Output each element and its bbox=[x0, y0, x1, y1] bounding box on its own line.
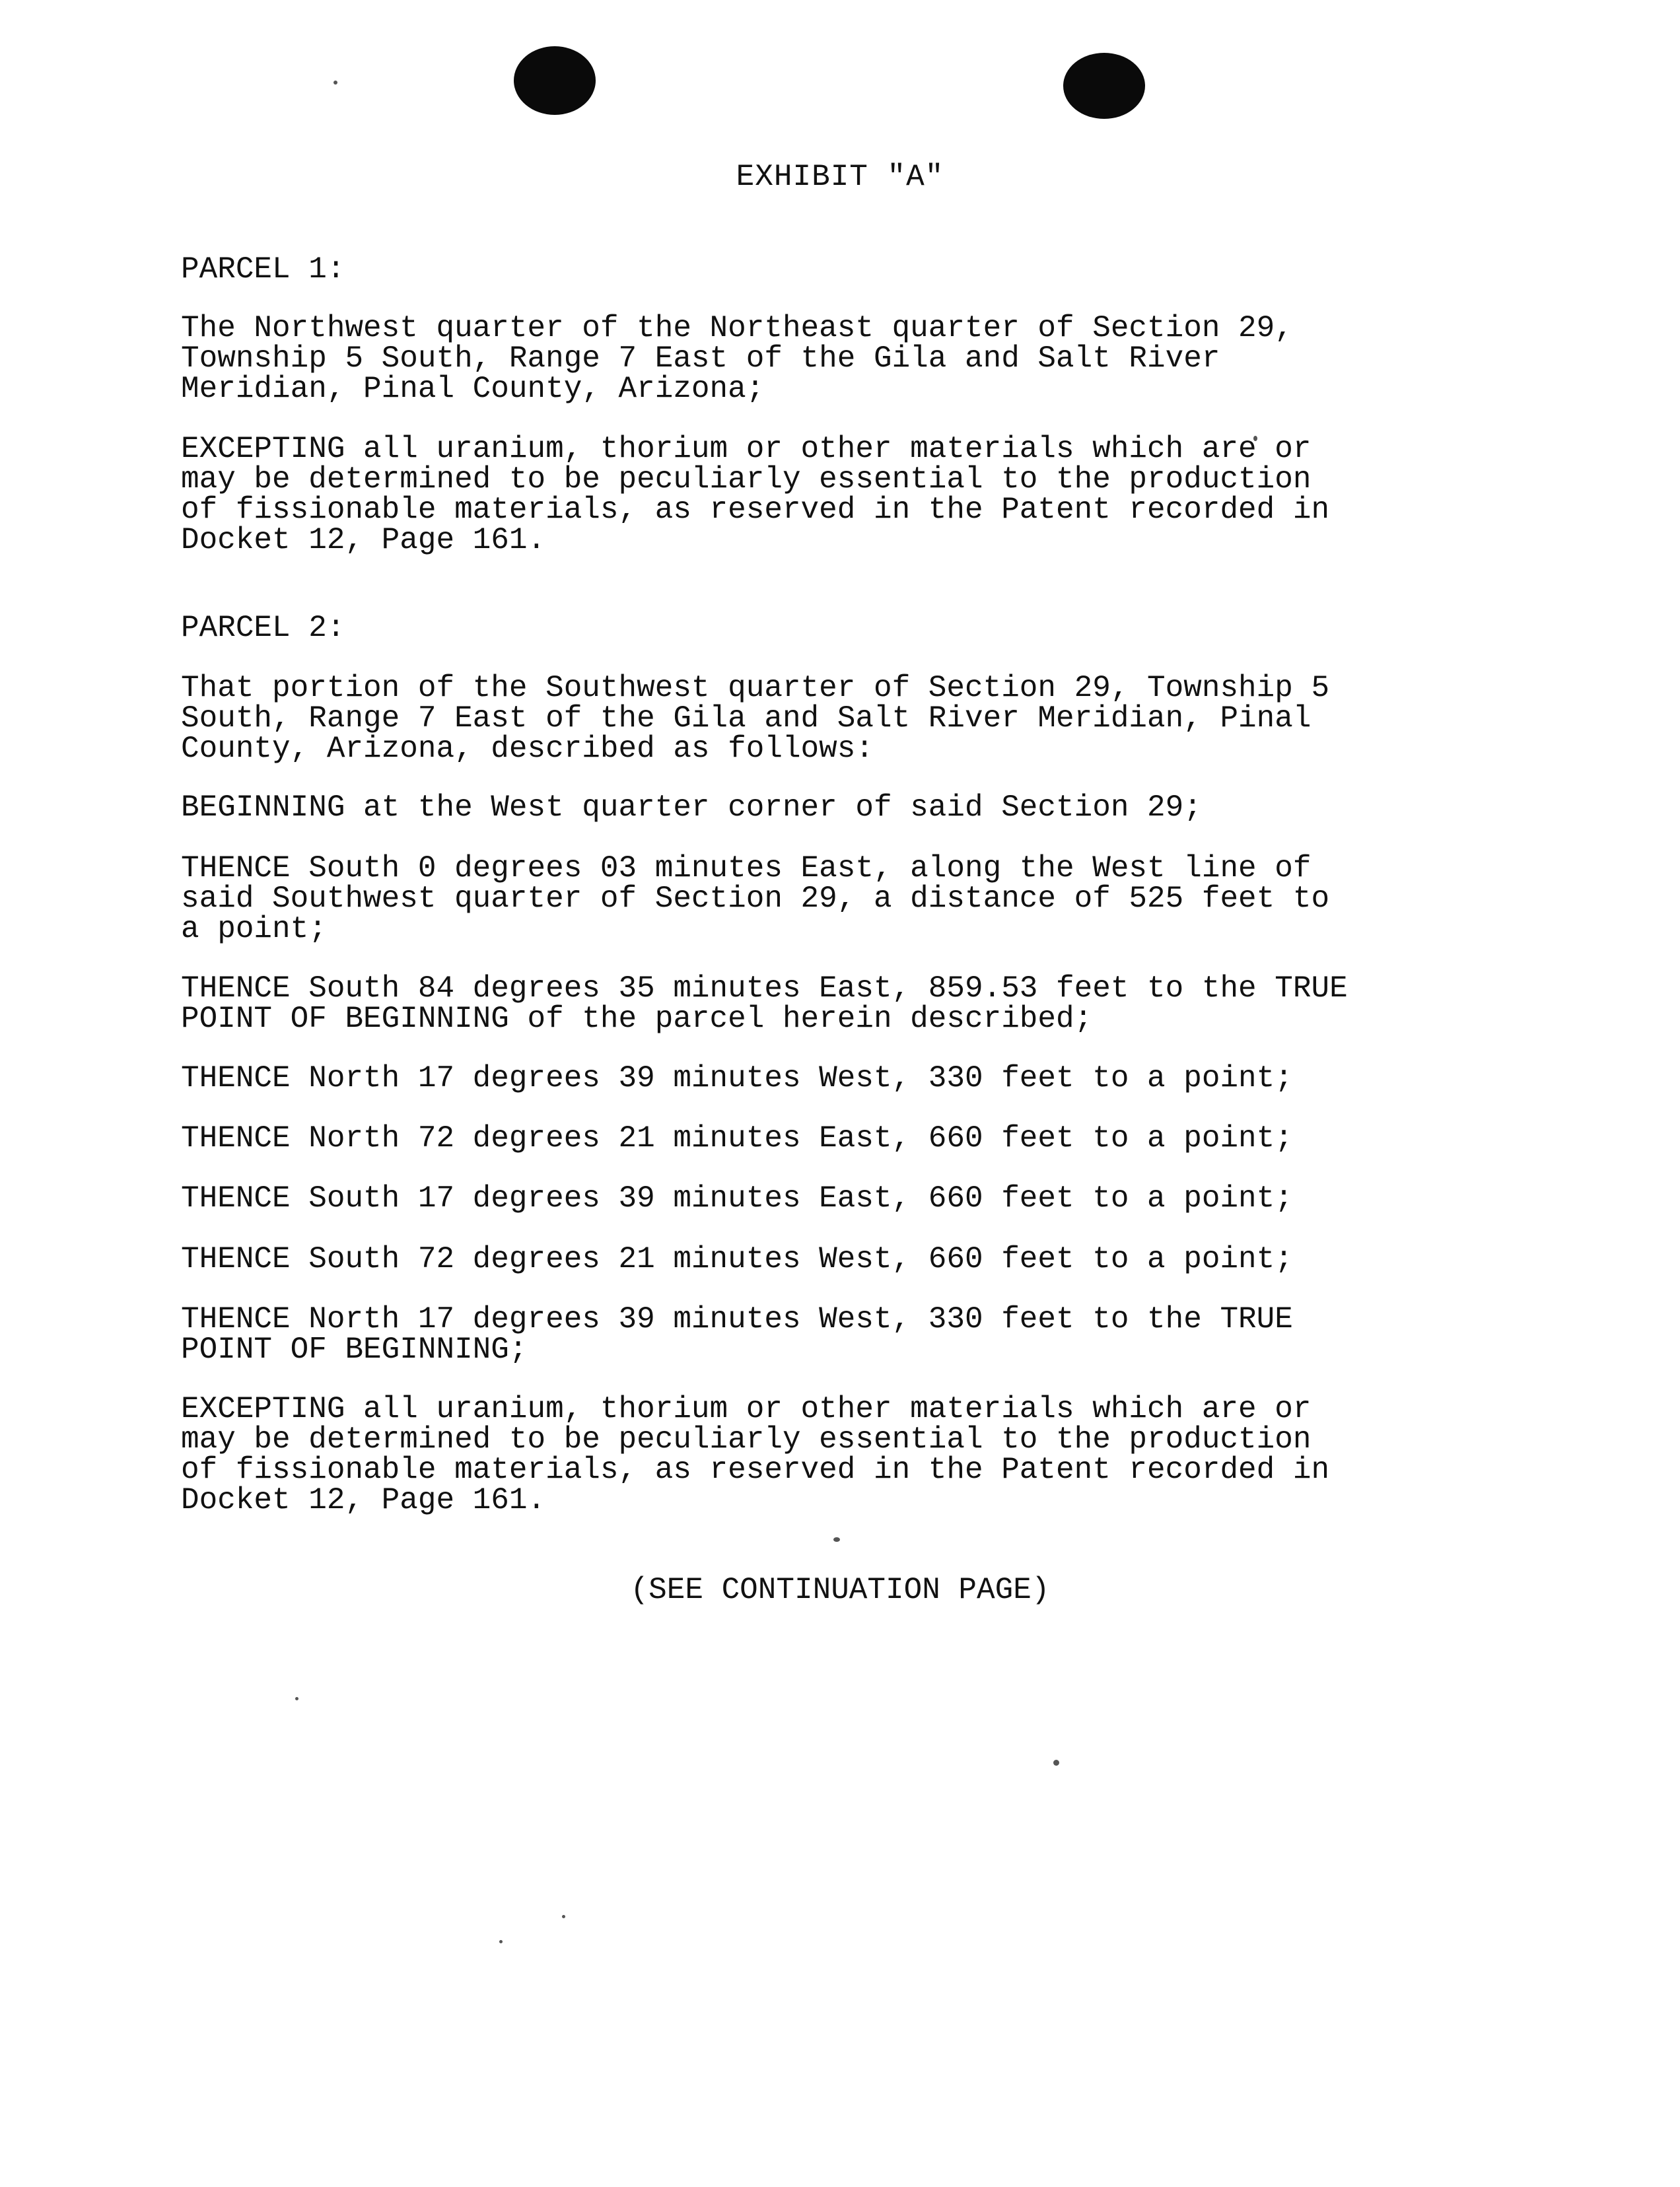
exhibit-title: EXHIBIT "A" bbox=[736, 160, 944, 194]
scan-speck bbox=[333, 81, 337, 85]
punch-hole-right bbox=[1063, 53, 1145, 119]
thence-call-6: THENCE South 72 degrees 21 minutes West, 660 feet to a point; bbox=[181, 1242, 1293, 1276]
thence-call-7: THENCE North 17 degrees 39 minutes West, 330 feet to the TRUE POINT OF BEGINNING; bbox=[181, 1302, 1293, 1367]
scan-speck bbox=[562, 1915, 565, 1918]
continuation-note: (SEE CONTINUATION PAGE) bbox=[630, 1573, 1050, 1607]
parcel-1-heading: PARCEL 1: bbox=[181, 252, 345, 287]
scan-speck bbox=[833, 1537, 840, 1542]
parcel-2-heading: PARCEL 2: bbox=[181, 611, 345, 645]
parcel-1-description: The Northwest quarter of the Northeast quarter of Section 29, Township 5 South, Range 7 East of the Gila and Salt River Meridian, Pinal County, Arizona; bbox=[181, 311, 1293, 406]
punch-hole-left bbox=[514, 46, 596, 115]
scan-speck bbox=[1053, 1760, 1059, 1766]
beginning-paragraph: BEGINNING at the West quarter corner of said Section 29; bbox=[181, 790, 1202, 825]
scan-speck bbox=[499, 1940, 503, 1943]
parcel-2-exception: EXCEPTING all uranium, thorium or other materials which are or may be determined to be peculiarly essential to the production of fissionable materials, as reserved in the Patent recorded in Docket 12, Page 161. bbox=[181, 1392, 1330, 1517]
thence-call-5: THENCE South 17 degrees 39 minutes East, 660 feet to a point; bbox=[181, 1181, 1293, 1216]
parcel-1-exception: EXCEPTING all uranium, thorium or other materials which are or may be determined to be peculiarly essential to the production of fissionable materials, as reserved in the Patent recorded in Docket 12, Page 161. bbox=[181, 432, 1330, 557]
parcel-2-description: That portion of the Southwest quarter of Section 29, Township 5 South, Range 7 East of the Gila and Salt River Meridian, Pinal County, Arizona, described as follows: bbox=[181, 671, 1330, 766]
thence-call-4: THENCE North 72 degrees 21 minutes East, 660 feet to a point; bbox=[181, 1121, 1293, 1156]
scan-speck bbox=[295, 1697, 298, 1700]
thence-call-2: THENCE South 84 degrees 35 minutes East, 859.53 feet to the TRUE POINT OF BEGINNING of the parcel herein described; bbox=[181, 971, 1348, 1036]
thence-call-3: THENCE North 17 degrees 39 minutes West, 330 feet to a point; bbox=[181, 1061, 1293, 1095]
thence-call-1: THENCE South 0 degrees 03 minutes East, along the West line of said Southwest quarter of Section 29, a distance of 525 feet to a point; bbox=[181, 851, 1330, 946]
